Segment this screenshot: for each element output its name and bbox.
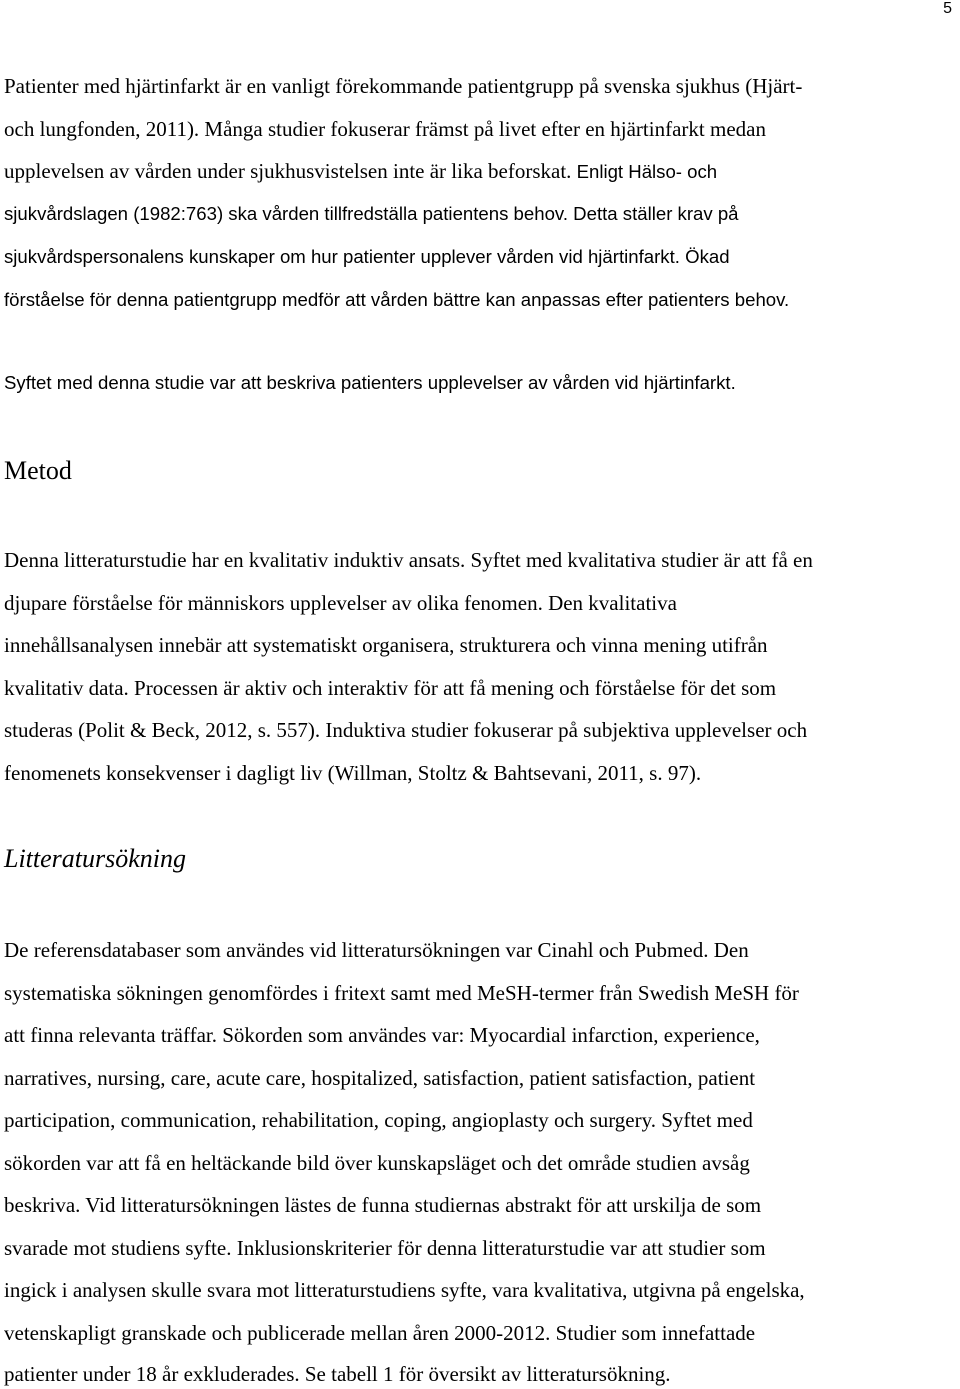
intro-line [4, 200, 739, 227]
intro-line [4, 243, 730, 270]
intro-line [4, 286, 789, 313]
intro-text: upplevelsen av vården under sjukhusvistelsen inte är lika beforskat. [4, 159, 572, 183]
search-line: patienter under 18 år exkluderades. Se tabell 1 för översikt av litteratursökning. [4, 1362, 671, 1386]
intro-text-sans: Ökad [679, 246, 730, 267]
method-line: studeras (Polit & Beck, 2012, s. 557). Induktiva studier fokuserar på subjektiva upplevelser och [4, 718, 808, 742]
intro-text-sans: sjukvårdslagen (1982:763) ska vården tillfredställa patientens behov. [4, 203, 569, 224]
search-line: systematiska sökningen genomfördes i fritext samt med MeSH-termer från Swedish MeSH för [4, 981, 799, 1005]
search-line: participation, communication, rehabilitation, coping, angioplasty och surgery. Syftet med [4, 1108, 753, 1132]
search-line: svarade mot studiens syfte. Inklusionskriterier för denna litteraturstudie var att studier som [4, 1236, 766, 1260]
intro-line: och lungfonden, 2011). Många studier fokuserar främst på livet efter en hjärtinfarkt medan [4, 117, 766, 141]
method-line: fenomenets konsekvenser i dagligt liv (Willman, Stoltz & Bahtsevani, 2011, s. 97). [4, 761, 702, 785]
search-line: ingick i analysen skulle svara mot litteraturstudiens syfte, vara kvalitativa, utgivna på engelska, [4, 1278, 805, 1302]
method-heading: Metod [4, 456, 72, 485]
intro-text-sans: Detta ställer krav på [568, 203, 739, 224]
method-line: Denna litteraturstudie har en kvalitativ induktiv ansats. Syftet med kvalitativa studier är att få en [4, 548, 813, 572]
intro-line: Patienter med hjärtinfarkt är en vanligt förekommande patientgrupp på svenska sjukhus (Hjärt- [4, 74, 803, 98]
literature-search-heading: Litteratursökning [4, 844, 187, 873]
intro-text-sans: sjukvårdspersonalens kunskaper om hur patienter upplever vården vid hjärtinfarkt. [4, 246, 680, 267]
search-line: vetenskapligt granskade och publicerade mellan åren 2000-2012. Studier som innefattade [4, 1321, 756, 1345]
search-line: sökorden var att få en heltäckande bild över kunskapsläget och det område studien avsåg [4, 1151, 750, 1175]
method-line: innehållsanalysen innebär att systematiskt organisera, strukturera och vinna mening utifrån [4, 633, 768, 657]
intro-text-sans: Enligt Hälso- och [571, 161, 718, 182]
page-number: 5 [943, 0, 952, 17]
intro-line [4, 158, 717, 185]
method-line: kvalitativ data. Processen är aktiv och interaktiv för att få mening och förståelse för det som [4, 676, 777, 700]
aim-paragraph: Syftet med denna studie var att beskriva patienters upplevelser av vården vid hjärtinfarkt. [4, 372, 736, 393]
search-line: De referensdatabaser som användes vid litteratursökningen var Cinahl och Pubmed. Den [4, 938, 749, 962]
search-line: narratives, nursing, care, acute care, hospitalized, satisfaction, patient satisfaction, patient [4, 1066, 756, 1090]
intro-text-sans: förståelse för denna patientgrupp medför att vården bättre kan anpassas efter patienters behov. [4, 289, 790, 310]
search-line: att finna relevanta träffar. Sökorden som användes var: Myocardial infarction, experience, [4, 1023, 760, 1047]
method-line: djupare förståelse för människors upplevelser av olika fenomen. Den kvalitativa [4, 591, 677, 615]
search-line: beskriva. Vid litteratursökningen lästes de funna studiernas abstrakt för att urskilja de som [4, 1193, 762, 1217]
